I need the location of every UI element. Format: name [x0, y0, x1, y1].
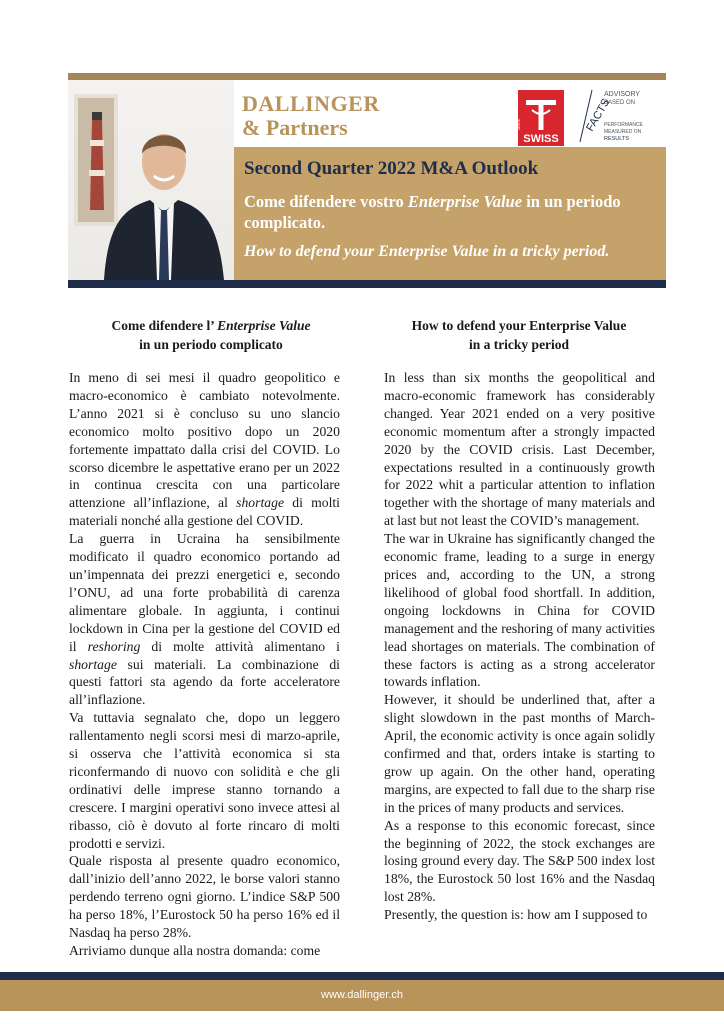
portrait-photo	[68, 80, 234, 280]
left-column-body	[69, 369, 340, 960]
portrait-illustration	[68, 80, 234, 280]
left-paragraph-4: Quale risposta al presente quadro economico, dall’inizio dell’anno 2022, le borse valori stanno perdendo terreno ogni giorno. L’indice S&P 500 ha perso 18%, l’Eurostock 50 ha perso 16% ed il Nasdaq ha perso 28%.	[69, 853, 340, 941]
left-column-heading	[68, 316, 354, 354]
painting-lamp	[92, 112, 102, 120]
left-p2-text-b: di molte attività alimentano i	[140, 638, 340, 654]
right-paragraph-5: Presently, the question is: how am I supposed to	[384, 907, 648, 923]
left-heading-pre: Come difendere l’	[111, 318, 218, 333]
footer-navy-stripe	[0, 972, 724, 980]
left-heading-emphasis: Enterprise Value	[217, 318, 311, 333]
facts-logo-word: FACTS	[584, 96, 613, 134]
facts-logo-top1: ADVISORY	[604, 91, 641, 98]
right-paragraph-3: However, it should be underlined that, after a slight slowdown in the past months of March-April, the economic activity is once again solidly confirmed and that, orders intake is starting to grow up again. On the other hand, operating margins, are expected to fall due to the sharp rise in the prices of many products and services.	[384, 692, 655, 815]
page-title: Second Quarter 2022 M&A Outlook	[244, 158, 539, 179]
swiss-logo-text: SWISS	[523, 133, 559, 145]
facts-logo-bot2: MEASURED ON	[604, 129, 642, 135]
right-paragraph-1: In less than six months the geopolitical and macro-economic framework has considerably changed. Year 2021 ended on a very positive economic momentum after a strongly impacted 2020 by the COVID crisis. Last December, expectations resulted in a continuously growth for 2022 whit a particular attention to inflation together with the shortage of many materials and at last but not least the COVID’s management.	[384, 370, 655, 529]
swiss-made-logo	[518, 90, 564, 146]
left-heading-line1	[68, 316, 354, 335]
right-column-heading	[383, 316, 655, 354]
footer	[0, 980, 724, 1011]
facts-logo-top2: BASED ON	[604, 100, 636, 106]
header-banner	[68, 80, 666, 280]
left-p2-emphasis-2: shortage	[69, 656, 117, 672]
left-p2-text-a: La guerra in Ucraina ha sensibilmente modificato il quadro economico portando ad un’impennata dei prezzi energetici e, secondo l’ONU, ad una forte probabilità di carenza alimentare globale. In aggiunta, i continui lockdown in Cina per la gestione del COVID ed il	[69, 531, 340, 654]
facts-logo-bot3: RESULTS	[604, 136, 629, 142]
header-navy-bar	[68, 280, 666, 288]
subtitle-it-emphasis: Enterprise Value	[407, 192, 523, 211]
left-paragraph-5: Arriviamo dunque alla nostra domanda: come	[69, 943, 321, 958]
left-paragraph-1	[69, 369, 340, 530]
left-p1-text-b: di molti materiali nonché alla gestione del COVID.	[69, 495, 340, 529]
brand-subtitle: & Partners	[242, 115, 348, 140]
right-heading-line2: in a tricky period	[468, 337, 570, 352]
subtitle-it-pre: Come difendere vostro	[244, 192, 408, 211]
left-p1-text-a: In meno di sei mesi il quadro geopolitico e macro-economico è cambiato notevolmente. L’anno 2021 si è concluso su uno slancio economico molto positivo dopo un 2020 fortemente impattato dalla crisi del COVID. Lo scorso dicembre le aspettative erano per un 2022 in continua crescita con una particolare attenzione all’inflazione, al	[69, 370, 340, 511]
facts-logo-bot1: PERFORMANCE	[604, 122, 643, 128]
right-paragraph-2: The war in Ukraine has significantly changed the economic frame, leading to a surge in energy prices and, according to the UN, a strong likelihood of global food shortfall. In addition, ongoing lockdowns in China for COVID management and the reshoring of many activities lead shortages on materials. The combination of these factors is acting as a strong accelerator towards inflation.	[384, 531, 655, 690]
footer-website-link[interactable]: www.dallinger.ch	[321, 989, 403, 1001]
top-gold-rule	[68, 73, 666, 80]
facts-logo	[578, 86, 658, 144]
left-paragraph-2	[69, 530, 340, 709]
painting-stripe-2	[89, 170, 105, 176]
subtitle-english: How to defend your Enterprise Value in a tricky period.	[244, 243, 610, 260]
left-p2-text-c: sui materiali. La combinazione di questi fattori sta agendo da forte acceleratore all’inflazione.	[69, 656, 340, 708]
brand-name: DALLINGER	[242, 91, 380, 116]
swiss-logo-small-text: MADE	[516, 118, 521, 130]
left-p2-emphasis-1: reshoring	[87, 638, 141, 654]
painting-stripe	[90, 140, 104, 146]
painting-lighthouse	[90, 120, 104, 210]
gold-title-panel	[234, 80, 666, 280]
subtitle-it-post: in un periodo complicato.	[244, 192, 621, 232]
left-p1-emphasis: shortage	[236, 495, 285, 511]
right-column-body	[384, 369, 655, 924]
right-paragraph-4: As a response to this economic forecast, since the beginning of 2022, the stock exchanges are losing ground every day. The S&P 500 index lost 18%, the Eurostock 50 lost 16% and the Nasdaq lost 28%.	[384, 817, 655, 905]
left-heading-line2: in un periodo complicato	[139, 337, 283, 352]
brand-box	[234, 80, 666, 147]
left-paragraph-3: Va tuttavia segnalato che, dopo un leggero rallentamento negli scorsi mesi di marzo-aprile, si osserva che l’attività economica si sta riconfermando di nuovo con solidità e che gli ordinativi delle imprese stanno tornando a crescere. I margini operativi sono invece attesi al ribasso, ciò è dovuto al forte rincaro di molti prodotti e servizi.	[69, 710, 340, 851]
subtitle-italian	[244, 191, 656, 233]
right-heading-line1: How to defend your Enterprise Value	[411, 318, 627, 333]
